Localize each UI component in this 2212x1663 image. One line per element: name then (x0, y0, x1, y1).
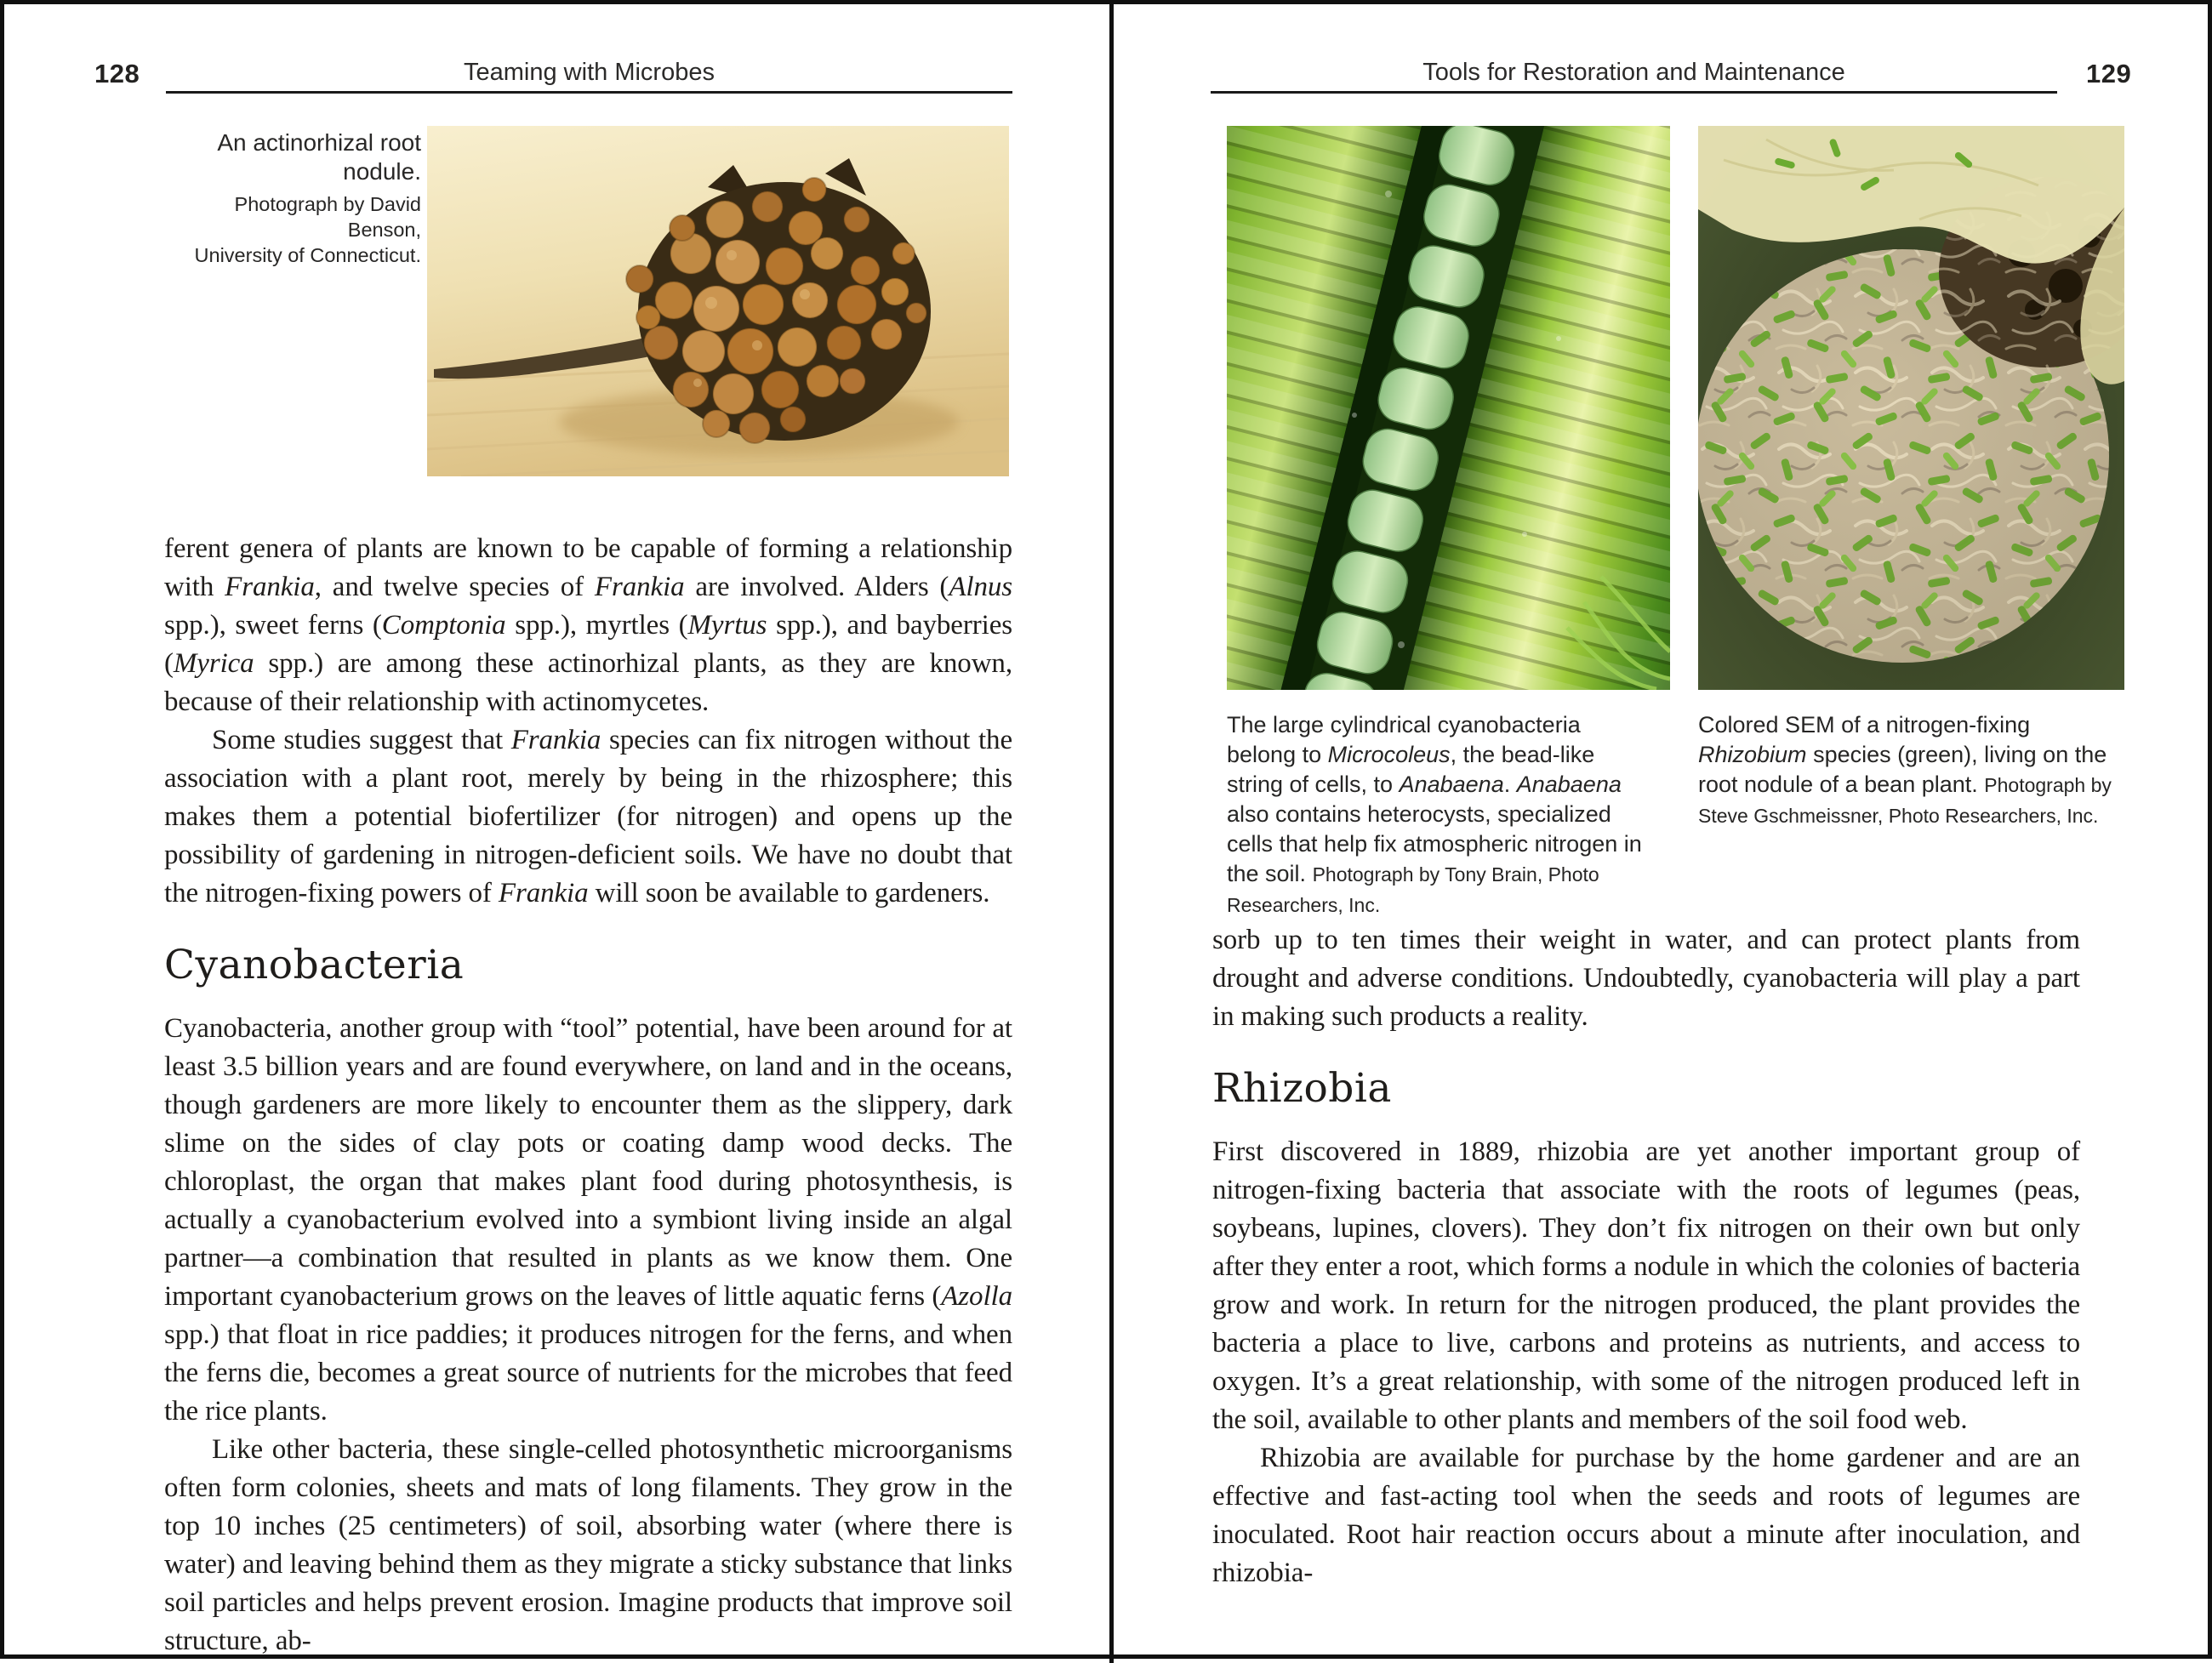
root-nodule-illustration (427, 126, 1009, 476)
photo-caption (166, 128, 421, 268)
page-number: 129 (2086, 59, 2132, 88)
body-text-column (164, 530, 1012, 1660)
page-128 (4, 4, 1110, 1663)
section-heading-rhizobia: Rhizobia (1212, 1065, 1392, 1112)
paragraph: Rhizobia are available for purchase by the home gardener and are an effective and fast-acting tool when the seeds and roots of legumes are inoculated. Root hair reaction occurs about a minute after inoculation, and rhizobia- (1212, 1443, 2080, 1588)
center-gutter-line (1109, 4, 1114, 1663)
photo-caption: Colored SEM of a nitrogen-fixing Rhizobium species (green), living on the root nodule of a bean plant. Photograph by Steve Gschmeissner, Photo Researchers, Inc. (1698, 712, 2112, 827)
header-rule (166, 91, 1012, 94)
paragraph: First discovered in 1889, rhizobia are yet another important group of nitrogen-fixing bacteria that associate with the roots of legumes (peas, soybeans, lupines, clovers). They don’t fix nitrogen on their own but only after they enter a root, which forms a nodule in which the colonies of bacteria grow and work. In return for the nitrogen produced, the plant provides the bacteria a place to live, carbons and proteins as nutrients, and access to oxygen. It’s a great relationship, with some of the nitrogen produced left in the soil, available to other plants and members of the soil food web. (1212, 1136, 2080, 1435)
paragraph: ferent genera of plants are known to be capable of forming a relationship with Frankia, and twelve species of Frankia are involved. Alders (Alnus spp.), sweet ferns (Comptonia spp.), myrtles (Myrtus spp.), and bayberries (Myrica spp.) are among these actinorhizal plants, as they are known, because of their relationship with actinomycetes. (164, 533, 1012, 717)
caption-credit-line: University of Connecticut. (194, 244, 421, 266)
running-header: Teaming with Microbes (464, 59, 715, 86)
body-text-column (1212, 921, 2080, 1592)
paragraph: Cyanobacteria, another group with “tool” potential, have been around for at least 3.5 billion years and are found everywhere, on land and in the oceans, though gardeners are more likely to encounter them as the slippery, dark slime on the sides of clay pots or coating damp wood decks. The chloroplast, the organ that makes plant food during photosynthesis, is actually a cyanobacterium evolved into a symbiont living inside an algal partner—a combination that resulted in plants as we know them. One important cyanobacterium grows on the leaves of little aquatic ferns (Azolla spp.) that float in rice paddies; it produces nitrogen for the ferns, and when the ferns die, becomes a great source of nutrients for the microbes that feed the rice plants. (164, 1013, 1012, 1427)
paragraph: Some studies suggest that Frankia species can fix nitrogen without the association with a plant root, merely by being in the rhizosphere; this makes them a potential biofertilizer (for nitrogen) and opens up the possibility of gardening in nitrogen-deficient soils. We have no doubt that the nitrogen-fixing powers of Frankia will soon be available to gardeners. (164, 725, 1012, 908)
cyanobacteria-illustration (1227, 126, 1670, 690)
rhizobium-sem-photo (1698, 126, 2124, 690)
caption-credit-line: Photograph by David Benson, (234, 193, 421, 241)
page-129 (1110, 4, 2212, 1663)
paragraph: sorb up to ten times their weight in water, and can protect plants from drought and adverse conditions. Undoubtedly, cyanobacteria will play a part in making such products a reality. (1212, 925, 2080, 1032)
paragraph: Like other bacteria, these single-celled photosynthetic microorganisms often form colonies, sheets and mats of long filaments. They grow in the top 10 inches (25 centimeters) of soil, absorbing water (where there is water) and leaving behind them as they migrate a sticky substance that links soil particles and helps prevent erosion. Imagine products that improve soil structure, ab- (164, 1434, 1012, 1656)
cyanobacteria-photo (1227, 126, 1670, 690)
root-nodule-photo (427, 126, 1009, 476)
page-number: 128 (94, 59, 140, 88)
photo-caption: The large cylindrical cyanobacteria belong to Microcoleus, the bead-like string of cells, to Anabaena. Anabaena also contains heterocysts, specialized cells that help fix atmospheric nitrogen in the soil. Photograph by Tony Brain, Photo Researchers, Inc. (1227, 712, 1642, 916)
section-heading-cyanobacteria: Cyanobacteria (164, 942, 465, 988)
caption-text: An actinorhizal root nodule. (217, 129, 421, 185)
rhizobium-illustration (1698, 126, 2124, 690)
running-header: Tools for Restoration and Maintenance (1422, 59, 1845, 86)
header-rule (1211, 91, 2057, 94)
